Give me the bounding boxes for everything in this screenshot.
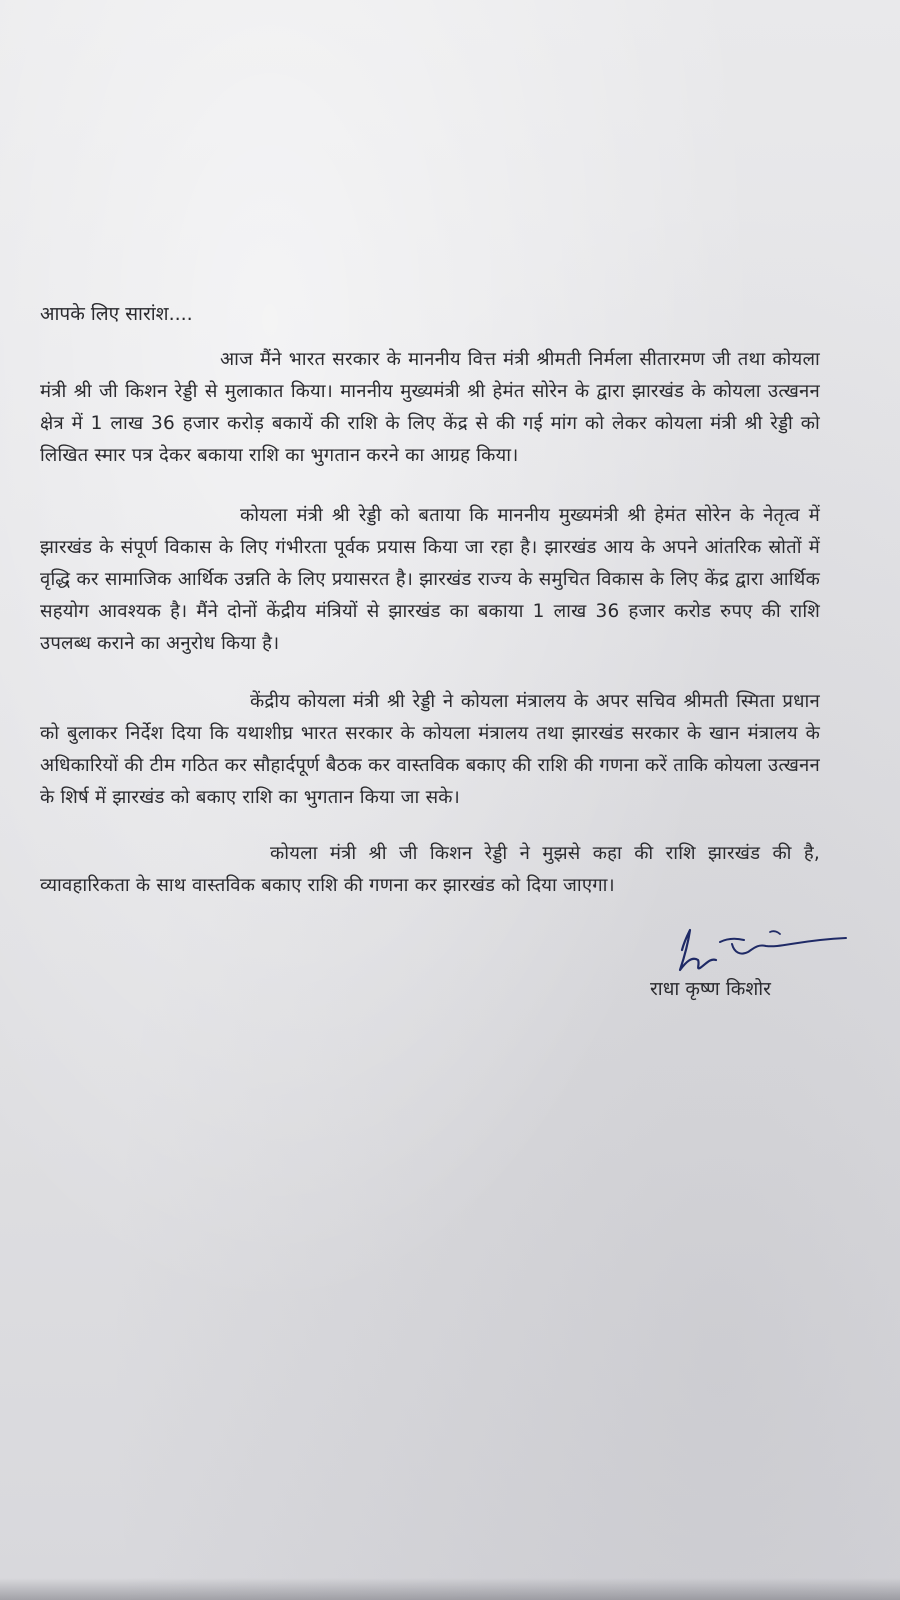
handwritten-signature — [670, 920, 850, 980]
paragraph-assurance: कोयला मंत्री श्री जी किशन रेड्डी ने मुझसे कहा की राशि झारखंड की है, व्यावहारिकता के साथ वास्तविक बकाए राशि की गणना कर झारखंड को दिया जाएगा। — [40, 843, 820, 896]
signatory-name: राधा कृष्ण किशोर — [650, 978, 771, 1000]
page-bottom-shadow — [0, 1578, 900, 1600]
paragraph-directive: केंद्रीय कोयला मंत्री श्री रेड्डी ने कोयला मंत्रालय के अपर सचिव श्रीमती स्मिता प्रधान को बुलाकर निर्देश दिया कि यथाशीघ्र भारत सरकार के कोयला मंत्रालय तथा झारखंड सरकार के खान मंत्रालय के अधिकारियों की टीम गठित कर सौहार्दपूर्ण बैठक कर वास्तविक बकाए की राशि की गणना करें ताकि कोयला उत्खनन के शिर्ष में झारखंड को बकाए राशि का भुगतान किया जा सके। — [40, 691, 820, 808]
paragraph-meeting: आज मैंने भारत सरकार के माननीय वित्त मंत्री श्रीमती निर्मला सीतारमण जी तथा कोयला मंत्री श्री जी किशन रेड्डी से मुलाकात किया। माननीय मुख्यमंत्री श्री हेमंत सोरेन के द्वारा झारखंड के कोयला उत्खनन क्षेत्र में 1 लाख 36 हजार करोड़ बकायें की राशि के लिए केंद्र से की गई मांग को लेकर कोयला मंत्री श्री रेड्डी को लिखित स्मार पत्र देकर बकाया राशि का भुगतान करने का आग्रह किया। — [40, 349, 820, 466]
paragraph-development: कोयला मंत्री श्री रेड्डी को बताया कि माननीय मुख्यमंत्री श्री हेमंत सोरेन के नेतृत्व में झारखंड के संपूर्ण विकास के लिए गंभीरता पूर्वक प्रयास किया जा रहा है। झारखंड आय के अपने आंतरिक स्रोतों में वृद्धि कर सामाजिक आर्थिक उन्नति के लिए प्रयासरत है। झारखंड राज्य के समुचित विकास के लिए केंद्र द्वारा आर्थिक सहयोग आवश्यक है। मैंने दोनों केंद्रीय मंत्रियों से झारखंड का बकाया 1 लाख 36 हजार करोड रुपए की राशि उपलब्ध कराने का अनुरोध किया है। — [40, 505, 820, 654]
greeting-line: आपके लिए सारांश.... — [40, 303, 193, 325]
